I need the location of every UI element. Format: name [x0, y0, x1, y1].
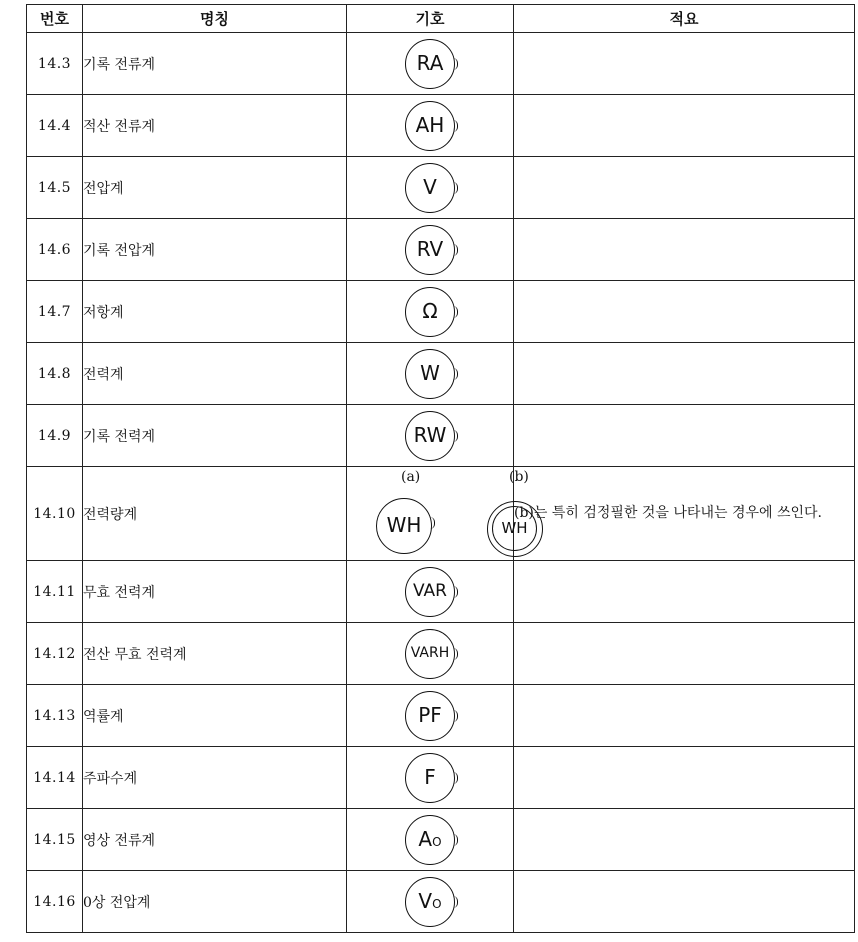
- zero-phase-ammeter-symbol: [405, 815, 455, 865]
- ohmmeter-symbol: Ω: [405, 287, 455, 337]
- varmeter-symbol: VAR: [405, 567, 455, 617]
- table-row: [27, 33, 855, 95]
- row-name: 전산 무효 전력계: [83, 623, 347, 685]
- row-note: (b)는 특히 검정필한 것을 나타내는 경우에 쓰인다.: [514, 467, 855, 561]
- row-name: 0상 전압계: [83, 871, 347, 933]
- row-name: 역률계: [83, 685, 347, 747]
- table-row: [27, 95, 855, 157]
- row-number: 14.3: [27, 33, 83, 95]
- table-row: [27, 871, 855, 933]
- row-number: 14.9: [27, 405, 83, 467]
- table-row: [27, 281, 855, 343]
- variant-a-label: (a): [401, 469, 421, 485]
- header-symbol: 기호: [347, 5, 514, 33]
- meter-symbol-table: [26, 4, 855, 933]
- header-row: [27, 5, 855, 33]
- certified-watt-hour-meter-symbol: [487, 501, 543, 557]
- recording-voltmeter-symbol: RV: [405, 225, 455, 275]
- row-note: [514, 33, 855, 95]
- row-name: 기록 전력계: [83, 405, 347, 467]
- row-name: 무효 전력계: [83, 561, 347, 623]
- row-number: 14.6: [27, 219, 83, 281]
- watt-hour-meter-symbol: WH: [376, 498, 432, 554]
- recording-ammeter-symbol: RA: [405, 39, 455, 89]
- table-row: [27, 405, 855, 467]
- zero-phase-voltmeter-symbol: [405, 877, 455, 927]
- table-row: [27, 343, 855, 405]
- ampere-hour-meter-symbol: AH: [405, 101, 455, 151]
- row-number: 14.5: [27, 157, 83, 219]
- header-name: 명칭: [83, 5, 347, 33]
- row-note: [514, 561, 855, 623]
- variant-b-label: (b): [509, 469, 529, 485]
- row-name: 기록 전류계: [83, 33, 347, 95]
- row-note: [514, 809, 855, 871]
- row-note: [514, 157, 855, 219]
- row-number: 14.13: [27, 685, 83, 747]
- row-number: 14.10: [27, 467, 83, 561]
- symbol-main: A: [418, 826, 433, 851]
- row-note: [514, 871, 855, 933]
- header-note: 적요: [514, 5, 855, 33]
- var-hour-meter-symbol: VARH: [405, 629, 455, 679]
- row-name: 기록 전압계: [83, 219, 347, 281]
- row-note: [514, 623, 855, 685]
- row-name: 전압계: [83, 157, 347, 219]
- row-number: 14.7: [27, 281, 83, 343]
- symbol-subscript: O: [432, 896, 442, 911]
- table-row: [27, 747, 855, 809]
- row-name: 저항계: [83, 281, 347, 343]
- table-row: [27, 467, 855, 561]
- row-note: [514, 747, 855, 809]
- recording-wattmeter-symbol: RW: [405, 411, 455, 461]
- row-name: 전력계: [83, 343, 347, 405]
- row-note: [514, 219, 855, 281]
- row-number: 14.8: [27, 343, 83, 405]
- row-number: 14.4: [27, 95, 83, 157]
- voltmeter-symbol: V: [405, 163, 455, 213]
- row-name: 영상 전류계: [83, 809, 347, 871]
- certified-watt-hour-meter-label: WH: [492, 506, 537, 551]
- wattmeter-symbol: W: [405, 349, 455, 399]
- row-number: 14.12: [27, 623, 83, 685]
- symbol-subscript: O: [432, 834, 442, 849]
- row-number: 14.11: [27, 561, 83, 623]
- row-name: 전력량계: [83, 467, 347, 561]
- row-note: [514, 405, 855, 467]
- row-note: [514, 281, 855, 343]
- watt-hour-meter-symbol-pair: [347, 467, 529, 560]
- table-row: [27, 809, 855, 871]
- table-row: [27, 623, 855, 685]
- row-name: 주파수계: [83, 747, 347, 809]
- row-number: 14.14: [27, 747, 83, 809]
- row-note: [514, 343, 855, 405]
- row-number: 14.16: [27, 871, 83, 933]
- frequency-meter-symbol: F: [405, 753, 455, 803]
- header-number: 번호: [27, 5, 83, 33]
- table-row: [27, 157, 855, 219]
- power-factor-meter-symbol: PF: [405, 691, 455, 741]
- table-row: [27, 685, 855, 747]
- row-name: 적산 전류계: [83, 95, 347, 157]
- table-row: [27, 219, 855, 281]
- row-note: [514, 95, 855, 157]
- row-number: 14.15: [27, 809, 83, 871]
- row-note: [514, 685, 855, 747]
- symbol-main: V: [418, 888, 433, 913]
- table-row: [27, 561, 855, 623]
